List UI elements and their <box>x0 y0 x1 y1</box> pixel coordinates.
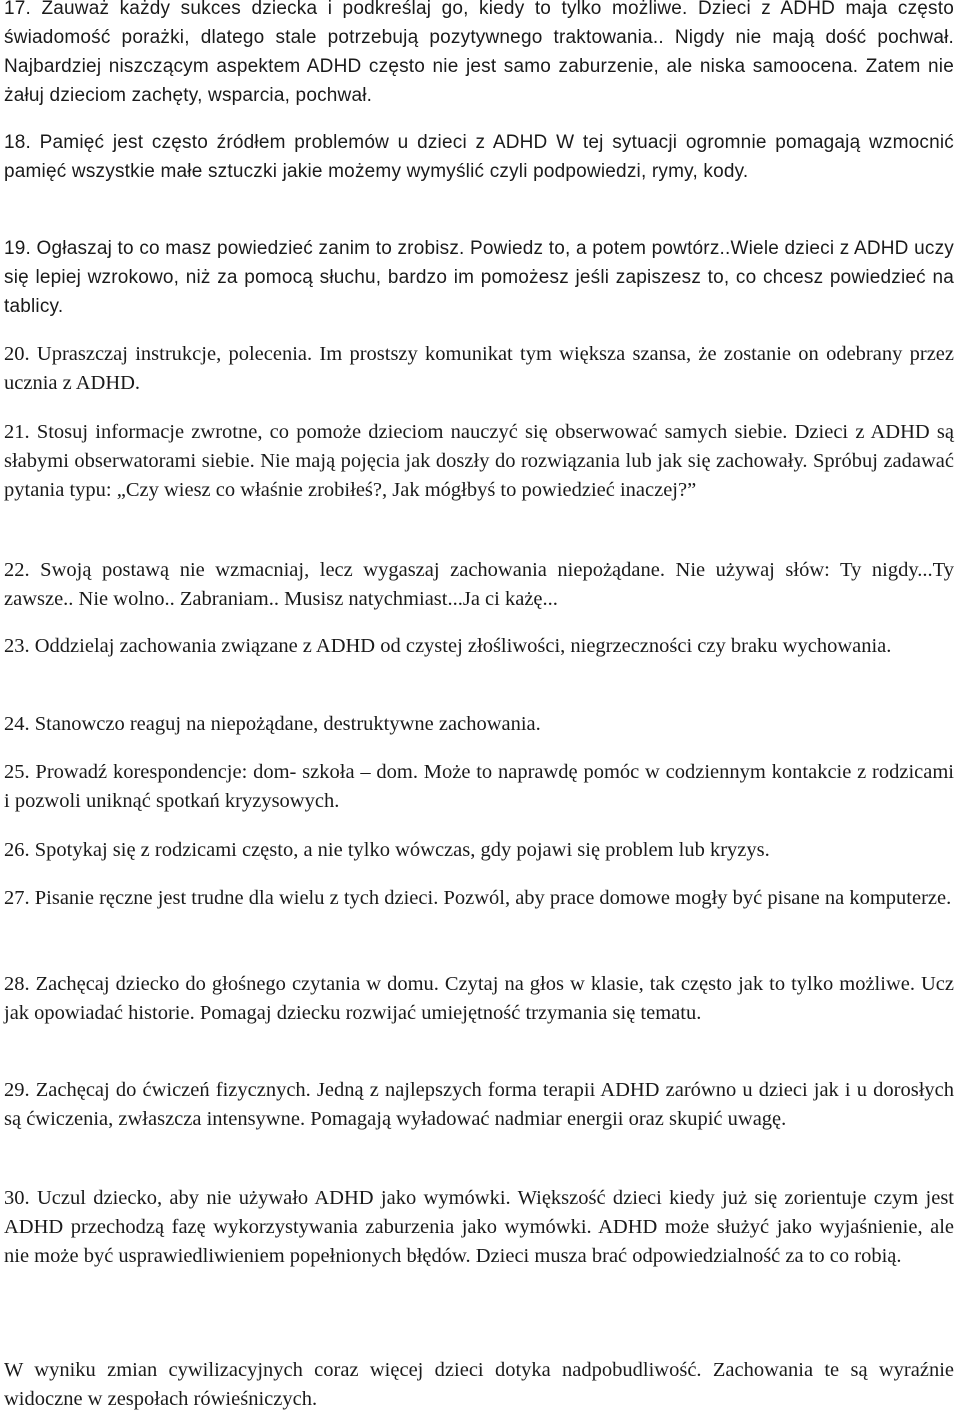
list-item-21: 21. Stosuj informacje zwrotne, co pomoże dzieciom nauczyć się obserwować samych siebie. Dzieci z ADHD są słabymi obserwatorami siebie. Nie mają pojęcia jak doszły do rozwiązania lub jak się zachowały. Spróbuj zadawać pytania typu: „Czy wiesz co właśnie zrobiłeś?, Jak mógłbyś to powiedzieć inaczej?” <box>4 421 954 501</box>
list-item-26: 26. Spotykaj się z rodzicami często, a nie tylko wówczas, gdy pojawi się problem lub kryzys. <box>4 839 770 861</box>
list-item-18: 18. Pamięć jest często źródłem problemów u dzieci z ADHD W tej sytuacji ogromnie pomagają wzmocnić pamięć wszystkie małe sztuczki jakie możemy wymyślić czyli podpowiedzi, rymy, kody. <box>4 132 954 182</box>
list-item-28: 28. Zachęcaj dziecko do głośnego czytania w domu. Czytaj na głos w klasie, tak często jak to tylko możliwe. Ucz jak opowiadać historie. Pomagaj dziecku rozwijać umiejętność trzymania się tematu. <box>4 973 954 1024</box>
list-item-24: 24. Stanowczo reaguj na niepożądane, destruktywne zachowania. <box>4 713 541 735</box>
list-item-29: 29. Zachęcaj do ćwiczeń fizycznych. Jedną z najlepszych forma terapii ADHD zarówno u dzieci jak i u dorosłych są ćwiczenia, zwłaszcza intensywne. Pomagają wyładować nadmiar energii oraz skupić uwagę. <box>4 1079 954 1130</box>
list-item-27: 27. Pisanie ręczne jest trudne dla wielu z tych dzieci. Pozwól, aby prace domowe mogły być pisane na komputerze. <box>4 887 952 909</box>
list-item-17: 17. Zauważ każdy sukces dziecka i podkreślaj go, kiedy to tylko możliwe. Dzieci z ADHD maja często świadomość porażki, dlatego stale potrzebują pozytywnego traktowania.. Nigdy nie mają dość pochwał. Najbardziej niszczącym aspektem ADHD często nie jest samo zaburzenie, ale niska samoocena. Zatem nie żałuj dzieciom zachęty, wsparcia, pochwał. <box>4 0 954 106</box>
list-item-30: 30. Uczul dziecko, aby nie używało ADHD jako wymówki. Większość dzieci kiedy już się zorientuje czym jest ADHD przechodzą fazę wykorzystywania zaburzenia jako wymówki. ADHD może służyć jako wyjaśnienie, ale nie może być usprawiedliwieniem popełnionych błędów. Dzieci musza brać odpowiedzialność za to co robią. <box>4 1187 954 1267</box>
list-item-25: 25. Prowadź korespondencje: dom- szkoła – dom. Może to naprawdę pomóc w codziennym kontakcie z rodzicami i pozwoli uniknąć spotkań kryzysowych. <box>4 761 954 812</box>
list-item-22: 22. Swoją postawą nie wzmacniaj, lecz wygaszaj zachowania niepożądane. Nie używaj słów: Ty nigdy...Ty zawsze.. Nie wolno.. Zabraniam.. Musisz natychmiast...Ja ci każę... <box>4 559 954 610</box>
closing-paragraph: W wyniku zmian cywilizacyjnych coraz więcej dzieci dotyka nadpobudliwość. Zachowania te są wyraźnie widoczne w zespołach rówieśniczych. <box>4 1359 954 1410</box>
list-item-19: 19. Ogłaszaj to co masz powiedzieć zanim to zrobisz. Powiedz to, a potem powtórz..Wiele dzieci z ADHD uczy się lepiej wzrokowo, niż za pomocą słuchu, bardzo im pomożesz jeśli zapiszesz to, co chcesz powiedzieć na tablicy. <box>4 238 954 317</box>
list-item-20: 20. Upraszczaj instrukcje, polecenia. Im prostszy komunikat tym większa szansa, że zostanie on odebrany przez ucznia z ADHD. <box>4 343 954 394</box>
list-item-23: 23. Oddzielaj zachowania związane z ADHD od czystej złośliwości, niegrzeczności czy braku wychowania. <box>4 635 892 657</box>
